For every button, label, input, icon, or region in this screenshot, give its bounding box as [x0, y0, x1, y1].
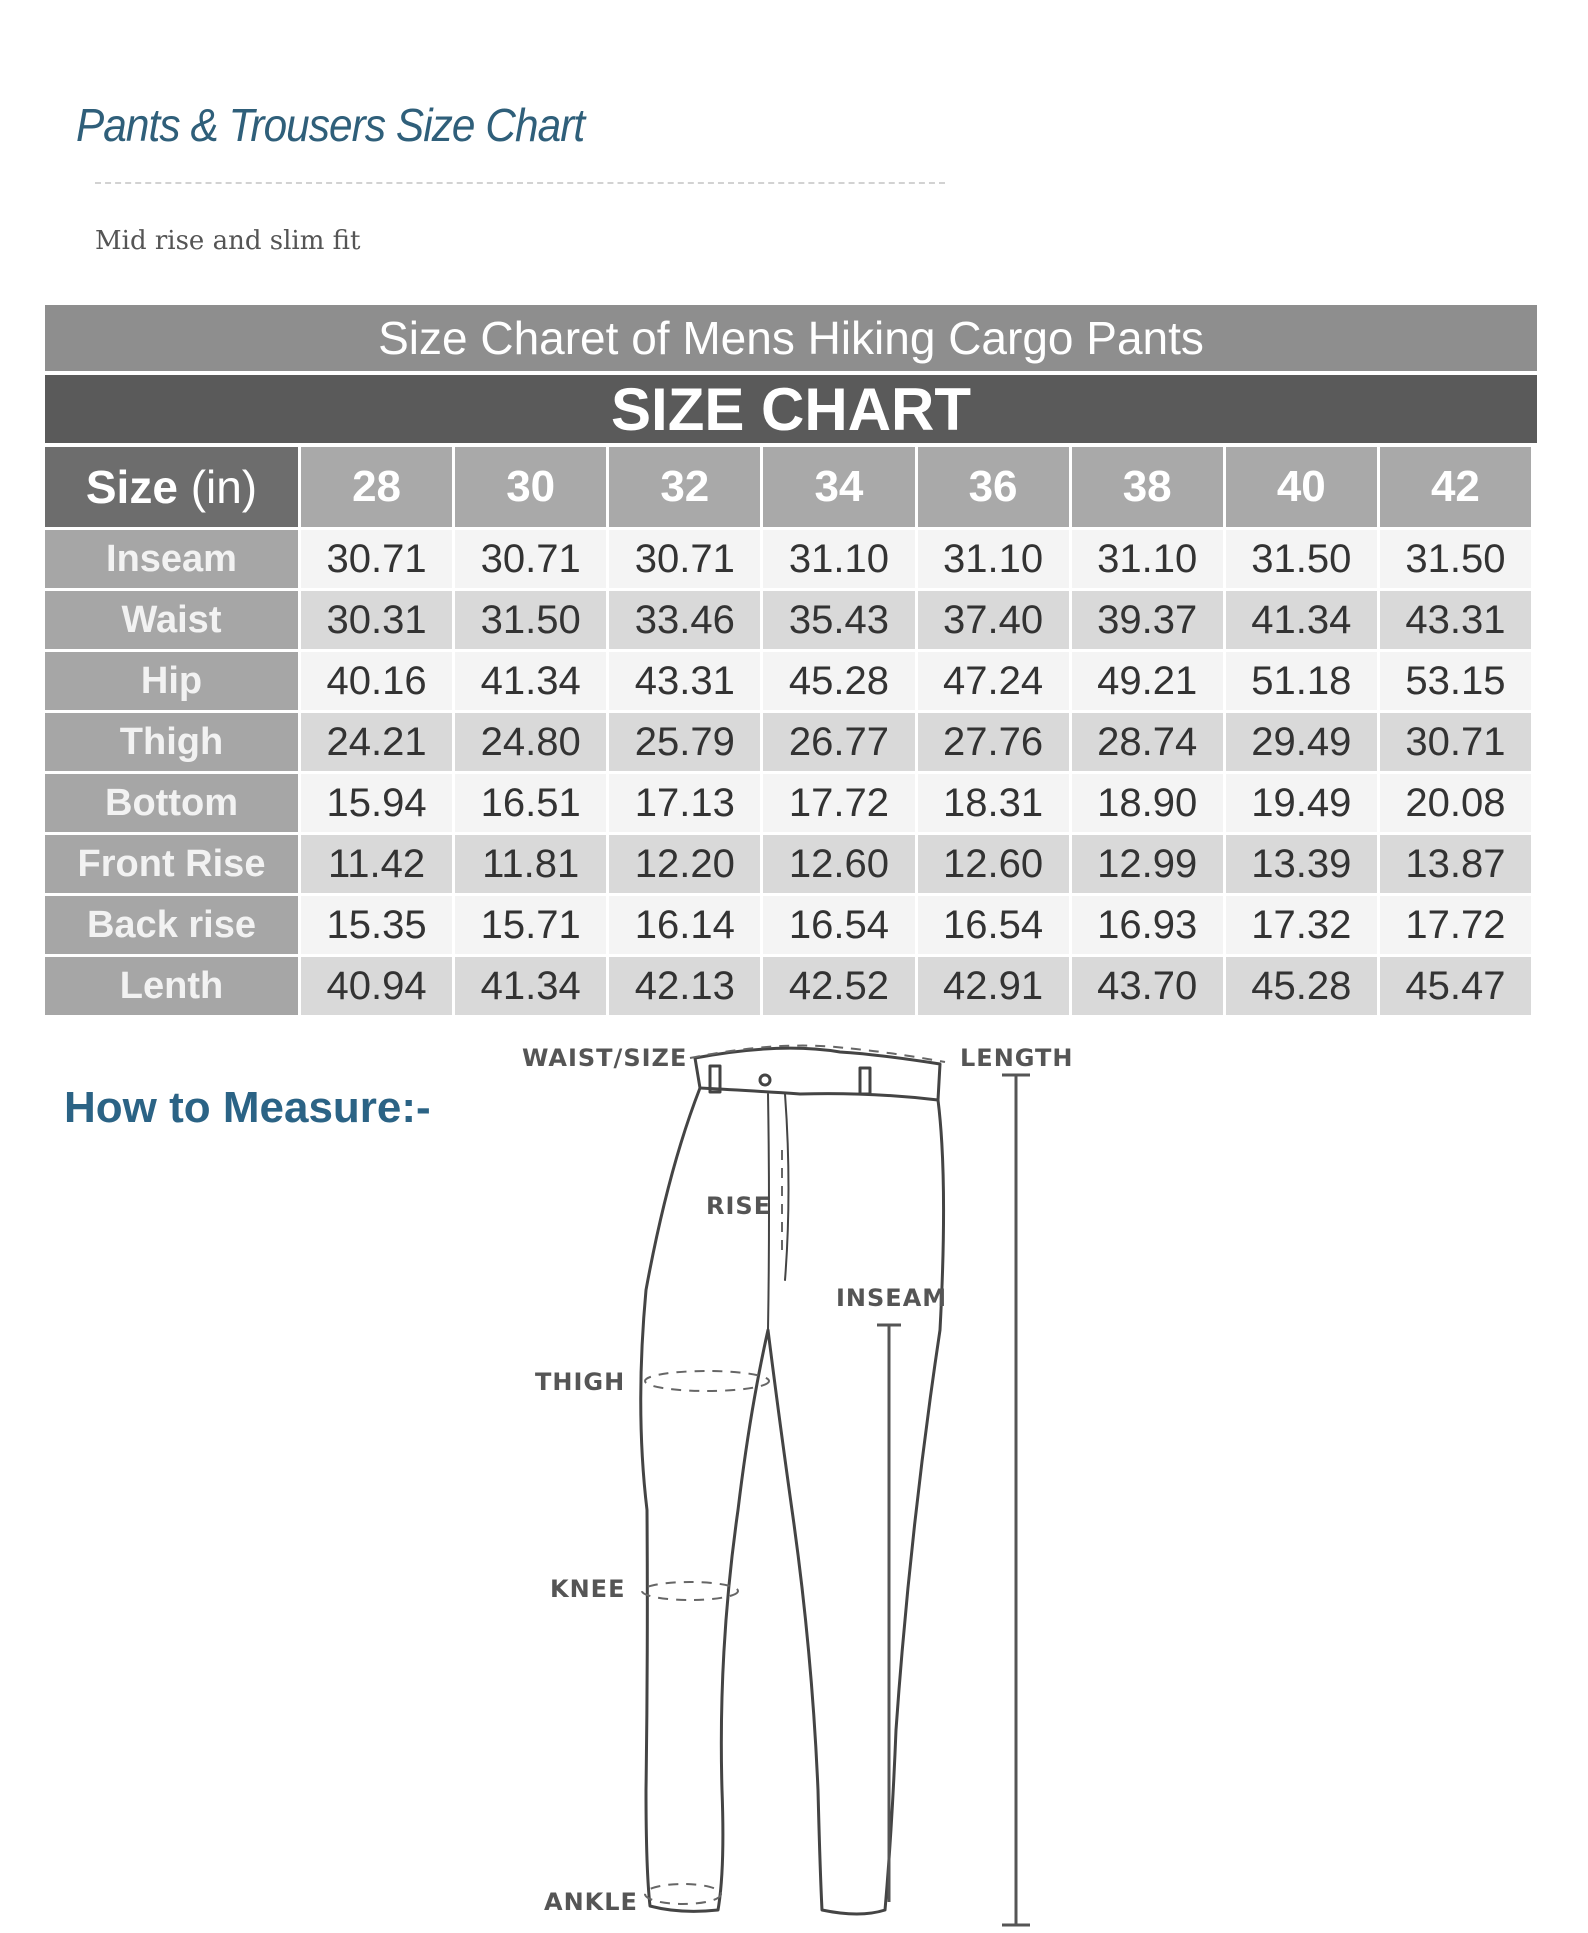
pants-outline [641, 1088, 944, 1914]
dashed-divider [95, 182, 945, 184]
label-length: LENGTH [960, 1044, 1074, 1072]
table-cell: 12.60 [918, 835, 1069, 893]
page-title: Pants & Trousers Size Chart [76, 99, 585, 151]
table-cell: 11.81 [455, 835, 606, 893]
table-cell: 45.28 [763, 652, 914, 710]
table-cell: 40.16 [301, 652, 452, 710]
pants-diagram-icon [500, 1030, 1100, 1928]
table-cell: 41.34 [455, 652, 606, 710]
table-cell: 16.54 [763, 896, 914, 954]
size-header-cell: 38 [1072, 447, 1223, 527]
table-cell: 33.46 [609, 591, 760, 649]
label-ankle: ANKLE [544, 1888, 638, 1916]
table-row [45, 896, 1531, 954]
table-cell: 49.21 [1072, 652, 1223, 710]
table-cell: 13.87 [1380, 835, 1531, 893]
table-cell: 47.24 [918, 652, 1069, 710]
table-row [45, 713, 1531, 771]
table-cell: 24.80 [455, 713, 606, 771]
table-row [45, 957, 1531, 1015]
size-header-cell: 32 [609, 447, 760, 527]
table-cell: 18.31 [918, 774, 1069, 832]
table-cell: 18.90 [1072, 774, 1223, 832]
row-label: Front Rise [45, 835, 298, 893]
table-cell: 17.72 [763, 774, 914, 832]
label-knee: KNEE [550, 1575, 626, 1603]
table-row [45, 774, 1531, 832]
size-header-cell: 40 [1226, 447, 1377, 527]
belt-loop [860, 1068, 870, 1094]
table-cell: 45.28 [1226, 957, 1377, 1015]
size-header-cell: 28 [301, 447, 452, 527]
table-cell: 17.32 [1226, 896, 1377, 954]
table-cell: 25.79 [609, 713, 760, 771]
label-inseam: INSEAM [836, 1284, 948, 1312]
row-label: Lenth [45, 957, 298, 1015]
size-header-label [45, 447, 298, 527]
size-label-text: Size [85, 461, 178, 513]
table-cell: 27.76 [918, 713, 1069, 771]
table-cell: 45.47 [1380, 957, 1531, 1015]
pocket-line [785, 1094, 789, 1280]
chart-header: Size Charet of Mens Hiking Cargo Pants [45, 305, 1537, 371]
ankle-measure-dash [645, 1884, 721, 1904]
button-outline [760, 1075, 770, 1085]
size-unit-text: (in) [190, 461, 258, 513]
size-table [42, 444, 1534, 1018]
row-label: Bottom [45, 774, 298, 832]
table-cell: 17.72 [1380, 896, 1531, 954]
table-cell: 24.21 [301, 713, 452, 771]
table-row [45, 835, 1531, 893]
how-to-measure-heading: How to Measure:- [64, 1083, 431, 1132]
table-cell: 31.50 [1380, 530, 1531, 588]
table-cell: 15.35 [301, 896, 452, 954]
table-cell: 41.34 [455, 957, 606, 1015]
table-cell: 42.13 [609, 957, 760, 1015]
table-cell: 12.99 [1072, 835, 1223, 893]
table-row [45, 530, 1531, 588]
table-cell: 43.70 [1072, 957, 1223, 1015]
table-cell: 12.20 [609, 835, 760, 893]
table-cell: 17.13 [609, 774, 760, 832]
table-cell: 31.50 [1226, 530, 1377, 588]
table-cell: 16.14 [609, 896, 760, 954]
table-cell: 31.10 [1072, 530, 1223, 588]
pants-measurement-diagram [500, 1030, 1100, 1928]
row-label: Hip [45, 652, 298, 710]
chart-banner: SIZE CHART [45, 375, 1537, 443]
size-table-body [45, 530, 1531, 1015]
table-cell: 12.60 [763, 835, 914, 893]
table-cell: 16.54 [918, 896, 1069, 954]
table-cell: 43.31 [1380, 591, 1531, 649]
table-cell: 28.74 [1072, 713, 1223, 771]
table-cell: 51.18 [1226, 652, 1377, 710]
table-cell: 15.71 [455, 896, 606, 954]
table-cell: 30.31 [301, 591, 452, 649]
table-cell: 13.39 [1226, 835, 1377, 893]
table-cell: 31.50 [455, 591, 606, 649]
table-cell: 35.43 [763, 591, 914, 649]
row-label: Back rise [45, 896, 298, 954]
table-cell: 16.51 [455, 774, 606, 832]
table-cell: 43.31 [609, 652, 760, 710]
table-cell: 53.15 [1380, 652, 1531, 710]
size-header-cell: 30 [455, 447, 606, 527]
thigh-measure-dash [645, 1371, 769, 1391]
table-cell: 37.40 [918, 591, 1069, 649]
table-row [45, 652, 1531, 710]
table-cell: 16.93 [1072, 896, 1223, 954]
table-cell: 31.10 [918, 530, 1069, 588]
knee-measure-dash [642, 1582, 738, 1600]
waistband-outline [695, 1048, 940, 1100]
label-thigh: THIGH [535, 1368, 626, 1396]
table-cell: 30.71 [1380, 713, 1531, 771]
row-label: Inseam [45, 530, 298, 588]
size-header-cell: 36 [918, 447, 1069, 527]
table-cell: 30.71 [609, 530, 760, 588]
table-cell: 20.08 [1380, 774, 1531, 832]
label-waist-size: WAIST/SIZE [522, 1044, 688, 1072]
table-cell: 31.10 [763, 530, 914, 588]
table-cell: 29.49 [1226, 713, 1377, 771]
table-cell: 15.94 [301, 774, 452, 832]
table-cell: 42.91 [918, 957, 1069, 1015]
page-subtitle: Mid rise and slim fit [95, 226, 361, 256]
table-cell: 11.42 [301, 835, 452, 893]
table-cell: 41.34 [1226, 591, 1377, 649]
size-header-cell: 34 [763, 447, 914, 527]
row-label: Thigh [45, 713, 298, 771]
table-row [45, 591, 1531, 649]
table-cell: 19.49 [1226, 774, 1377, 832]
table-cell: 39.37 [1072, 591, 1223, 649]
table-cell: 26.77 [763, 713, 914, 771]
label-rise: RISE [706, 1192, 772, 1220]
size-header-cell: 42 [1380, 447, 1531, 527]
row-label: Waist [45, 591, 298, 649]
table-cell: 42.52 [763, 957, 914, 1015]
table-cell: 30.71 [455, 530, 606, 588]
table-cell: 30.71 [301, 530, 452, 588]
size-header-row [45, 447, 1531, 527]
table-cell: 40.94 [301, 957, 452, 1015]
